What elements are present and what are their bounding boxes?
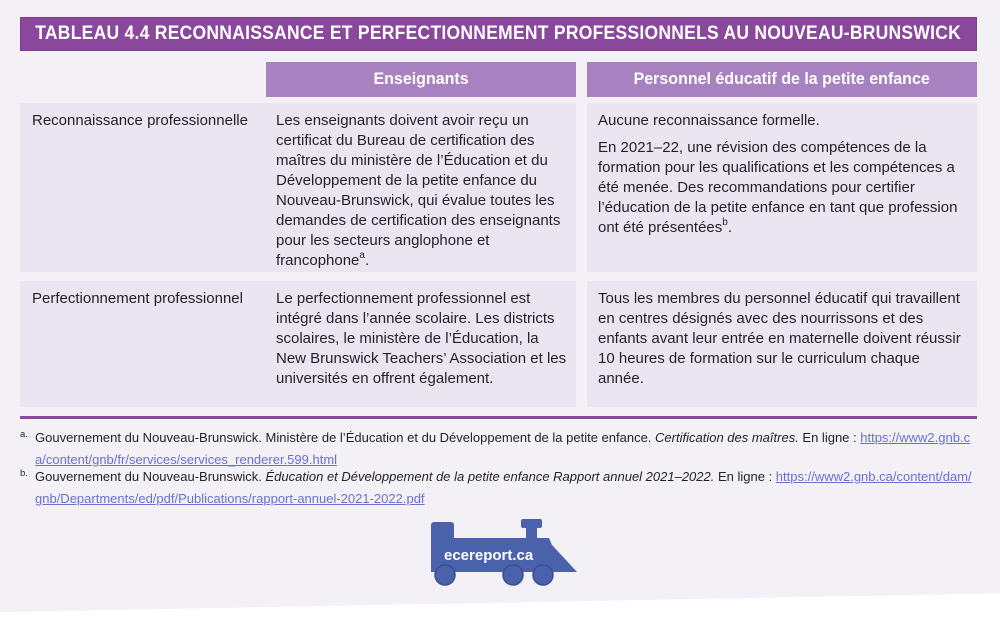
- table-row-reconnaissance-left: [20, 103, 576, 272]
- cell-paragraph: Tous les membres du personnel éducatif qui travaillent en centres désignés avec des nourrissons et des enfants avant leur entrée en maternelle doivent réussir 10 heures de formation sur le curriculum chaque année.: [598, 290, 961, 387]
- column-header-petite-enfance-label: Personnel éducatif de la petite enfance: [633, 70, 931, 88]
- footnote-ref-b: b: [722, 217, 728, 228]
- cell-text-end: .: [364, 252, 370, 269]
- footnote-a-enligne: En ligne :: [798, 430, 861, 445]
- cell-perfectionnement-petite-enfance: [598, 289, 962, 389]
- table-title-bar: [20, 17, 977, 51]
- ecereport-train-logo: [429, 515, 579, 591]
- footnote-b: [20, 466, 978, 510]
- table-row-perfectionnement-right: [587, 281, 977, 407]
- logo-text: ecereport.ca: [444, 547, 534, 564]
- footnote-b-source-title: Éducation et Développement de la petite enfance Rapport annuel 2021–2022.: [265, 469, 715, 484]
- table-title: TABLEAU 4.4 RECONNAISSANCE ET PERFECTIONNEMENT PROFESSIONNELS AU NOUVEAU-BRUNSWICK: [35, 23, 962, 44]
- column-header-enseignants-label: Enseignants: [373, 70, 469, 88]
- footnote-b-link[interactable]: https://www2.gnb.ca/content/dam/gnb/Departments/ed/pdf/Publications/rapport-annuel-2021-2022.pdf: [35, 469, 972, 506]
- footnote-b-text: Gouvernement du Nouveau-Brunswick.: [35, 469, 266, 484]
- cell-reconnaissance-enseignants: [276, 111, 572, 271]
- cell-text: En 2021–22, une révision des compétences de la formation pour les qualifications et les compétences a été menée. Des recommandations pour certifier l’éducation de la petite enfance en tant que profession ont été présentées: [598, 139, 958, 236]
- footnote-a-text: Gouvernement du Nouveau-Brunswick. Ministère de l’Éducation et du Développement de la petite enfance.: [35, 430, 656, 445]
- cell-reconnaissance-petite-enfance: [598, 111, 962, 238]
- footnote-a-source-title: Certification des maîtres.: [655, 430, 799, 445]
- table-row-perfectionnement-left: [20, 281, 576, 407]
- cell-paragraph: Aucune reconnaissance formelle.: [598, 112, 820, 129]
- footnote-a-marker: a.: [20, 429, 28, 440]
- table-row-reconnaissance-right: [587, 103, 977, 272]
- footnote-b-marker: b.: [20, 468, 28, 479]
- footnote-ref-a: a: [359, 250, 365, 261]
- column-header-enseignants: [266, 62, 576, 97]
- row-label-reconnaissance: Reconnaissance professionnelle: [32, 112, 248, 129]
- footnote-divider: [20, 416, 977, 419]
- cell-perfectionnement-enseignants: [276, 289, 572, 389]
- column-header-petite-enfance: [587, 62, 977, 97]
- row-label-perfectionnement: Perfectionnement professionnel: [32, 290, 243, 307]
- cell-text-end: .: [727, 219, 732, 236]
- footnote-a-link[interactable]: https://www2.gnb.ca/content/gnb/fr/services/services_renderer.599.html: [35, 430, 971, 467]
- cell-paragraph: Le perfectionnement professionnel est intégré dans l’année scolaire. Les districts scolaires, le ministère de l’Éducation, la New Brunswick Teachers’ Association et les universités en offrent également.: [276, 290, 567, 387]
- footnote-b-enligne: En ligne :: [714, 469, 776, 484]
- train-icon: [429, 515, 579, 591]
- footnote-a: [20, 427, 978, 471]
- cell-text: Les enseignants doivent avoir reçu un certificat du Bureau de certification des maîtres du ministère de l’Éducation et du Développement de la petite enfance du Nouveau-Brunswick, qui évalue toutes les demandes de certification des enseignants pour les secteurs anglophone et francophone: [276, 112, 561, 269]
